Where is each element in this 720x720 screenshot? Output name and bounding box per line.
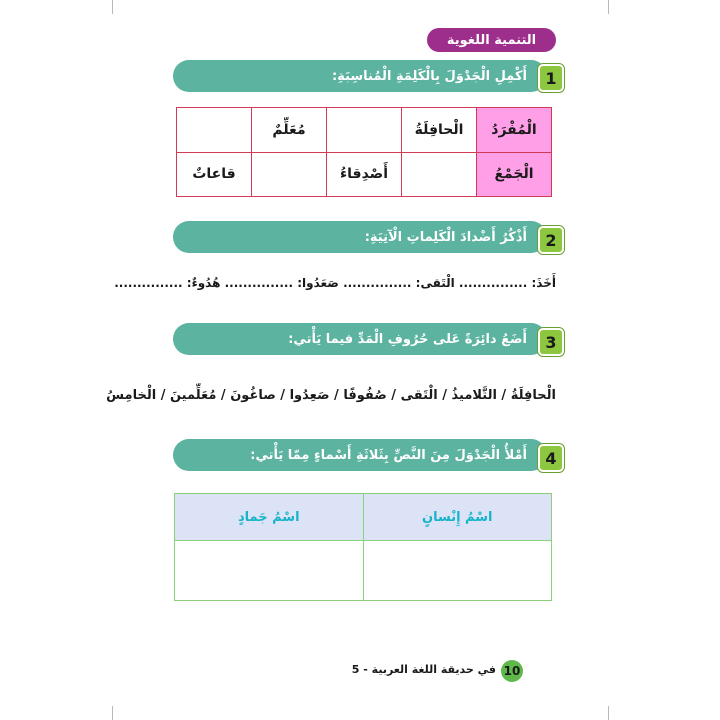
section-title: التنمية اللغوية [427, 28, 556, 52]
nouns-table [174, 493, 552, 601]
header-human-noun: اسْمُ إِنْسانٍ [363, 494, 552, 541]
table-answer-row [175, 541, 552, 601]
opposite-word: أَخَذَ: [531, 276, 556, 290]
exercise-3-instruction: أَضَعُ دائِرَةً عَلى حُرُوفِ الْمَدِّ فيما يَأْتي: [173, 323, 547, 355]
crop-mark-bottom-right [608, 706, 609, 720]
table-head-singular: الْمُفْرَدُ [477, 108, 552, 153]
exercise-1-number: 1 [538, 64, 564, 92]
opposite-word: صَعَدُوا: [297, 276, 339, 290]
exercise-1-instruction: أَكْمِلِ الْجَدْوَلَ بِالْكَلِمَةِ الْمُناسِبَةِ: [173, 60, 547, 92]
table-cell-blank[interactable] [177, 108, 252, 153]
table-cell: مُعَلِّمٌ [252, 108, 327, 153]
answer-cell-object[interactable] [175, 541, 364, 601]
crop-mark-top-right [608, 0, 609, 14]
book-title: في حديقة اللغة العربية - 5 [351, 663, 496, 676]
answer-blank[interactable]: ............... [114, 276, 183, 290]
table-cell: قاعاتٌ [177, 152, 252, 197]
page-number: 10 [501, 660, 523, 682]
singular-plural-table [176, 107, 552, 197]
table-header-row [175, 494, 552, 541]
header-object-noun: اسْمُ جَمادٍ [175, 494, 364, 541]
table-cell-blank[interactable] [252, 152, 327, 197]
opposite-word: الْتَقى: [415, 276, 455, 290]
exercise-2-number: 2 [538, 226, 564, 254]
answer-blank[interactable]: ............... [224, 276, 294, 290]
table-cell-blank[interactable] [402, 152, 477, 197]
opposite-word: هُدُوءٌ: [186, 276, 221, 290]
table-cell: الْحافِلَةُ [402, 108, 477, 153]
answer-blank[interactable]: ............... [343, 276, 412, 290]
answer-cell-human[interactable] [363, 541, 552, 601]
table-cell-blank[interactable] [327, 108, 402, 153]
table-head-plural: الْجَمْعُ [477, 152, 552, 197]
madd-words-line[interactable]: الْحافِلَةُ / التَّلاميذُ / الْتَقى / صُفُوفًا / صَعِدُوا / صاغُونَ / مُعَلِّمينَ / الْخامِسُ [106, 388, 556, 403]
table-row-plural [177, 152, 552, 197]
exercise-3-number: 3 [538, 328, 564, 356]
table-cell: أَصْدِقاءُ [327, 152, 402, 197]
exercise-4-number: 4 [538, 444, 564, 472]
answer-blank[interactable]: ............... [458, 276, 528, 290]
table-row-singular [177, 108, 552, 153]
exercise-4-instruction: أَمْلأُ الْجَدْوَلَ مِنَ النَّصِّ بِثَلاثَةِ أَسْماءٍ مِمّا يَأْتي: [173, 439, 547, 471]
exercise-2-instruction: أَذْكُرُ أَضْدادَ الْكَلِماتِ الْآتِيَةِ: [173, 221, 547, 253]
opposites-line [114, 276, 556, 290]
crop-mark-top-left [112, 0, 113, 14]
crop-mark-bottom-left [112, 706, 113, 720]
